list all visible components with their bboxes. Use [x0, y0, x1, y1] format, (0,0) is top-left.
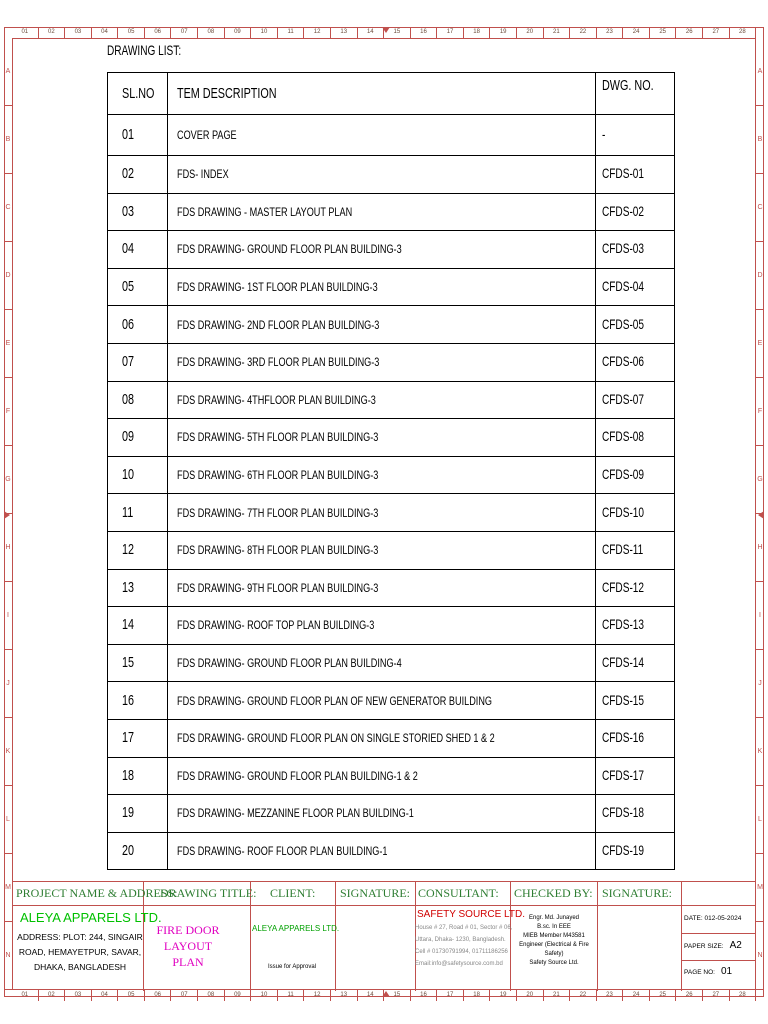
paper-size-label: PAPER SIZE: [684, 943, 724, 950]
ruler-number: 20 [517, 990, 544, 1001]
sl-no-cell [108, 268, 168, 306]
description-cell-text: FDS DRAWING- 2ND FLOOR PLAN BUILDING-3 [177, 317, 380, 332]
ruler-number: 18 [464, 27, 491, 38]
ruler-number: 12 [304, 990, 331, 1001]
sl-no-cell [108, 419, 168, 457]
description-cell-text: FDS DRAWING- GROUND FLOOR PLAN OF NEW GENERATOR BUILDING [177, 693, 493, 708]
dwg-no-cell [596, 268, 675, 306]
ruler-letter: K [756, 718, 764, 786]
description-cell [168, 115, 596, 156]
ruler-letter: A [756, 38, 764, 106]
sl-no-cell [108, 156, 168, 194]
description-cell-text: FDS DRAWING- 7TH FLOOR PLAN BUILDING-3 [177, 505, 379, 520]
sl-no-cell-text: 07 [122, 353, 135, 371]
sl-no-cell-text: 09 [122, 428, 135, 446]
center-marker-bottom [382, 991, 390, 997]
ruler-letter: N [4, 922, 12, 990]
ruler-number: 14 [358, 990, 385, 1001]
sl-no-cell-text: 06 [122, 315, 135, 333]
table-row [108, 644, 675, 682]
drawing-list-table [107, 72, 675, 870]
sl-no-cell [108, 193, 168, 231]
date-field [684, 915, 756, 922]
sl-no-cell-text: 05 [122, 278, 135, 296]
table-row [108, 531, 675, 569]
table-row [108, 381, 675, 419]
ruler-number: 01 [12, 990, 39, 1001]
table-row [108, 795, 675, 833]
description-cell [168, 494, 596, 532]
ruler-number: 02 [39, 990, 66, 1001]
description-cell-text: FDS- INDEX [177, 167, 229, 182]
sl-no-cell-text: 11 [122, 503, 134, 521]
description-cell-text: FDS DRAWING- 5TH FLOOR PLAN BUILDING-3 [177, 430, 379, 445]
ruler-letter: B [4, 106, 12, 174]
sl-no-cell [108, 795, 168, 833]
dwg-no-cell-text: CFDS-04 [602, 278, 645, 295]
dwg-no-cell [596, 456, 675, 494]
ruler-number: 05 [118, 990, 145, 1001]
checked-line: Engr. Md. Junayed [528, 915, 580, 921]
dwg-no-cell-text: CFDS-05 [602, 315, 645, 332]
signature-label-2: SIGNATURE: [602, 886, 673, 900]
sl-no-cell [108, 343, 168, 381]
description-cell-text: FDS DRAWING- 9TH FLOOR PLAN BUILDING-3 [177, 580, 379, 595]
table-header-row [108, 73, 675, 115]
sl-no-cell [108, 569, 168, 607]
center-marker-left [4, 511, 10, 519]
ruler-letter: L [756, 786, 764, 854]
ruler-number: 16 [411, 990, 438, 1001]
ruler-number: 04 [92, 27, 119, 38]
dwg-no-cell-text: CFDS-14 [602, 654, 645, 671]
drawing-title-label: DRAWING TITLE: [160, 886, 257, 900]
ruler-number: 10 [251, 990, 278, 1001]
checked-line: Safety Source Ltd. [529, 960, 579, 966]
dwg-no-cell-text: CFDS-10 [602, 503, 645, 520]
ruler-letter: J [756, 650, 764, 718]
ruler-letter: D [756, 242, 764, 310]
dwg-no-cell-text: CFDS-17 [602, 766, 645, 783]
ruler-number: 03 [65, 990, 92, 1001]
center-marker-top [382, 27, 390, 33]
dwg-no-cell [596, 115, 675, 156]
description-cell [168, 682, 596, 720]
ruler-number: 12 [304, 27, 331, 38]
page-no-value: 01 [720, 966, 733, 977]
dwg-no-cell-text: CFDS-08 [602, 428, 645, 445]
sl-no-cell-text: 17 [122, 729, 135, 747]
ruler-number: 25 [650, 27, 677, 38]
ruler-letter: F [4, 378, 12, 446]
dwg-no-cell [596, 757, 675, 795]
ruler-number: 22 [570, 27, 597, 38]
dwg-no-cell [596, 419, 675, 457]
ruler-number: 26 [676, 27, 703, 38]
table-row [108, 156, 675, 194]
ruler-letter: K [4, 718, 12, 786]
issue-status: Issue for Approval [268, 964, 317, 970]
ruler-number: 16 [411, 27, 438, 38]
sl-no-cell [108, 757, 168, 795]
ruler-letter: M [756, 854, 764, 922]
dwg-no-cell [596, 644, 675, 682]
ruler-number: 13 [331, 990, 358, 1001]
ruler-number: 22 [570, 990, 597, 1001]
description-cell [168, 757, 596, 795]
ruler-number: 08 [198, 27, 225, 38]
dwg-no-cell-text: CFDS-13 [602, 616, 645, 633]
ruler-number: 14 [358, 27, 385, 38]
consultant-address-2: Uttara, Dhaka- 1230, Bangladesh. [415, 937, 506, 943]
ruler-number: 19 [490, 990, 517, 1001]
table-row [108, 343, 675, 381]
ruler-letter: A [4, 38, 12, 106]
dwg-no-cell-text: CFDS-19 [602, 841, 645, 858]
sl-no-cell [108, 644, 168, 682]
sl-no-cell [108, 381, 168, 419]
description-cell [168, 381, 596, 419]
description-cell [168, 719, 596, 757]
meta-divider [682, 960, 756, 961]
description-cell [168, 456, 596, 494]
description-cell-text: FDS DRAWING- 6TH FLOOR PLAN BUILDING-3 [177, 468, 379, 483]
sl-no-cell-text: 19 [122, 804, 135, 822]
ruler-letter: C [756, 174, 764, 242]
sl-no-cell [108, 115, 168, 156]
sl-no-cell-text: 02 [122, 165, 135, 183]
page-no-field [684, 966, 756, 977]
sl-no-cell [108, 531, 168, 569]
table-row [108, 757, 675, 795]
sl-no-cell-text: 13 [122, 578, 135, 596]
description-cell [168, 343, 596, 381]
ruler-number: 07 [171, 27, 198, 38]
ruler-letter: I [756, 582, 764, 650]
ruler-number: 24 [623, 990, 650, 1001]
sl-no-cell-text: 03 [122, 202, 135, 220]
table-row [108, 832, 675, 870]
project-address: ADDRESS: PLOT: 244, SINGAIR ROAD, HEMAYETPUR, SAVAR, DHAKA, BANGLADESH [17, 932, 143, 972]
ruler-number: 03 [65, 27, 92, 38]
ruler-number: 06 [145, 990, 172, 1001]
dwg-no-cell-text: - [602, 126, 606, 142]
ruler-number: 23 [597, 990, 624, 1001]
description-cell [168, 644, 596, 682]
table-row [108, 682, 675, 720]
table-row [108, 231, 675, 269]
sl-no-cell-text: 18 [122, 766, 135, 784]
ruler-number: 28 [730, 27, 757, 38]
title-block [12, 881, 756, 990]
checked-by-details [511, 914, 597, 968]
table-row [108, 607, 675, 645]
dwg-no-cell [596, 531, 675, 569]
consultant-details [415, 922, 519, 970]
description-cell [168, 193, 596, 231]
sl-no-cell-text: 16 [122, 691, 135, 709]
paper-size-value: A2 [729, 940, 742, 951]
dwg-no-cell-text: CFDS-01 [602, 165, 645, 182]
checked-line: MIEB Member M43581 [523, 933, 585, 939]
dwg-no-cell-text: CFDS-15 [602, 691, 645, 708]
description-cell [168, 607, 596, 645]
drawing-title: FIRE DOOR LAYOUT PLAN [156, 923, 220, 969]
date-label: DATE: [684, 915, 703, 922]
sl-no-cell [108, 306, 168, 344]
description-cell [168, 419, 596, 457]
consultant-phone: Cell # 01730791994, 01711186256 [415, 949, 508, 955]
dwg-no-cell-text: CFDS-11 [602, 541, 644, 558]
description-cell-text: FDS DRAWING- 1ST FLOOR PLAN BUILDING-3 [177, 280, 378, 295]
sl-no-cell [108, 682, 168, 720]
ruler-number: 02 [39, 27, 66, 38]
ruler-letter: L [4, 786, 12, 854]
dwg-no-cell [596, 156, 675, 194]
project-label: PROJECT NAME & ADDRESS: [16, 886, 178, 900]
header-description: TEM DESCRIPTION [168, 73, 596, 115]
ruler-number: 01 [12, 27, 39, 38]
description-cell-text: COVER PAGE [177, 128, 237, 142]
description-cell [168, 231, 596, 269]
ruler-number: 18 [464, 990, 491, 1001]
ruler-number: 23 [597, 27, 624, 38]
dwg-no-cell [596, 832, 675, 870]
ruler-letter: G [4, 446, 12, 514]
dwg-no-cell-text: CFDS-02 [602, 202, 645, 219]
ruler-number: 09 [225, 990, 252, 1001]
ruler-number: 11 [278, 990, 305, 1001]
ruler-letter: B [756, 106, 764, 174]
table-row [108, 419, 675, 457]
ruler-number: 13 [331, 27, 358, 38]
dwg-no-cell [596, 231, 675, 269]
table-row [108, 115, 675, 156]
description-cell-text: FDS DRAWING- GROUND FLOOR PLAN BUILDING-1 & 2 [177, 768, 418, 783]
header-dwg-no: DWG. NO. [596, 73, 675, 115]
description-cell-text: FDS DRAWING- 3RD FLOOR PLAN BUILDING-3 [177, 355, 380, 370]
ruler-number: 24 [623, 27, 650, 38]
dwg-no-cell [596, 193, 675, 231]
description-cell [168, 156, 596, 194]
description-cell [168, 531, 596, 569]
ruler-number: 25 [650, 990, 677, 1001]
description-cell-text: FDS DRAWING - MASTER LAYOUT PLAN [177, 204, 353, 219]
ruler-number: 27 [703, 990, 730, 1001]
checked-line: Engineer (Electrical & Fire Safety) [519, 942, 589, 957]
dwg-no-cell [596, 569, 675, 607]
ruler-number: 11 [278, 27, 305, 38]
sl-no-cell [108, 832, 168, 870]
dwg-no-cell [596, 795, 675, 833]
ruler-letter: N [756, 922, 764, 990]
ruler-letter: J [4, 650, 12, 718]
ruler-letter: C [4, 174, 12, 242]
ruler-letter: D [4, 242, 12, 310]
description-cell [168, 268, 596, 306]
description-cell [168, 569, 596, 607]
table-row [108, 569, 675, 607]
page-no-label: PAGE NO: [684, 969, 715, 976]
meta-divider [682, 933, 756, 934]
dwg-no-cell [596, 306, 675, 344]
description-cell-text: FDS DRAWING- MEZZANINE FLOOR PLAN BUILDING-1 [177, 806, 414, 821]
ruler-number: 05 [118, 27, 145, 38]
dwg-no-cell-text: CFDS-12 [602, 578, 645, 595]
ruler-letter: E [756, 310, 764, 378]
drawing-list-title: DRAWING LIST: [107, 42, 182, 58]
checked-line: B.sc. In EEE [537, 924, 571, 930]
description-cell-text: FDS DRAWING- GROUND FLOOR PLAN BUILDING-3 [177, 242, 402, 257]
description-cell-text: FDS DRAWING- GROUND FLOOR PLAN BUILDING-4 [177, 656, 402, 671]
description-cell-text: FDS DRAWING- ROOF TOP PLAN BUILDING-3 [177, 618, 375, 633]
ruler-number: 17 [437, 990, 464, 1001]
project-name: ALEYA APPARELS LTD. [20, 910, 162, 925]
ruler-number: 15 [384, 990, 411, 1001]
ruler-letter: M [4, 854, 12, 922]
ruler-letter: I [4, 582, 12, 650]
checked-by-label: CHECKED BY: [514, 886, 593, 900]
ruler-number: 21 [544, 990, 571, 1001]
sl-no-cell [108, 456, 168, 494]
description-cell [168, 306, 596, 344]
ruler-letter: G [756, 446, 764, 514]
paper-size-field [684, 940, 756, 951]
dwg-no-cell [596, 682, 675, 720]
ruler-number: 08 [198, 990, 225, 1001]
ruler-number: 07 [171, 990, 198, 1001]
dwg-no-cell-text: CFDS-16 [602, 729, 645, 746]
ruler-letter: H [4, 514, 12, 582]
dwg-no-cell [596, 381, 675, 419]
consultant-address-1: House # 27, Road # 01, Sector # 06, [415, 925, 513, 931]
header-sl-no: SL.NO [108, 73, 168, 115]
ruler-letter: F [756, 378, 764, 446]
ruler-number: 19 [490, 27, 517, 38]
dwg-no-cell-text: CFDS-18 [602, 804, 645, 821]
sl-no-cell-text: 14 [122, 616, 135, 634]
consultant-name: SAFETY SOURCE LTD. [417, 909, 525, 920]
ruler-number: 17 [437, 27, 464, 38]
table-row [108, 193, 675, 231]
sl-no-cell [108, 231, 168, 269]
table-row [108, 719, 675, 757]
ruler-number: 06 [145, 27, 172, 38]
consultant-label: CONSULTANT: [418, 886, 499, 900]
sl-no-cell-text: 08 [122, 390, 135, 408]
description-cell-text: FDS DRAWING- 4THFLOOR PLAN BUILDING-3 [177, 392, 376, 407]
dwg-no-cell [596, 719, 675, 757]
table-row [108, 494, 675, 532]
dwg-no-cell [596, 343, 675, 381]
ruler-letter: E [4, 310, 12, 378]
sl-no-cell [108, 494, 168, 532]
ruler-number: 15 [384, 27, 411, 38]
sl-no-cell-text: 15 [122, 654, 135, 672]
date-value: 012-05-2024 [704, 915, 742, 922]
sl-no-cell [108, 719, 168, 757]
consultant-email: Email:info@safetysource.com.bd [415, 961, 503, 967]
ruler-number: 09 [225, 27, 252, 38]
ruler-number: 26 [676, 990, 703, 1001]
table-row [108, 268, 675, 306]
dwg-no-cell [596, 607, 675, 645]
ruler-number: 04 [92, 990, 119, 1001]
description-cell [168, 795, 596, 833]
description-cell-text: FDS DRAWING- 8TH FLOOR PLAN BUILDING-3 [177, 543, 379, 558]
dwg-no-cell-text: CFDS-07 [602, 390, 645, 407]
signature-label-1: SIGNATURE: [340, 886, 411, 900]
dwg-no-cell [596, 494, 675, 532]
center-marker-right [758, 511, 764, 519]
client-name: ALEYA APPARELS LTD. [252, 924, 340, 933]
ruler-letter: H [756, 514, 764, 582]
ruler-number: 27 [703, 27, 730, 38]
sl-no-cell [108, 607, 168, 645]
dwg-no-cell-text: CFDS-06 [602, 353, 645, 370]
sl-no-cell-text: 01 [122, 126, 135, 143]
table-row [108, 306, 675, 344]
ruler-number: 21 [544, 27, 571, 38]
dwg-no-cell-text: CFDS-09 [602, 466, 645, 483]
ruler-number: 28 [730, 990, 757, 1001]
sl-no-cell-text: 10 [122, 466, 135, 484]
client-label: CLIENT: [270, 886, 316, 900]
ruler-number: 10 [251, 27, 278, 38]
description-cell [168, 832, 596, 870]
dwg-no-cell-text: CFDS-03 [602, 240, 645, 257]
table-row [108, 456, 675, 494]
sl-no-cell-text: 20 [122, 841, 135, 859]
description-cell-text: FDS DRAWING- GROUND FLOOR PLAN ON SINGLE STORIED SHED 1 & 2 [177, 731, 495, 746]
description-cell-text: FDS DRAWING- ROOF FLOOR PLAN BUILDING-1 [177, 843, 388, 858]
ruler-number: 20 [517, 27, 544, 38]
meta-divider [682, 905, 756, 906]
sl-no-cell-text: 04 [122, 240, 135, 258]
sl-no-cell-text: 12 [122, 541, 135, 559]
